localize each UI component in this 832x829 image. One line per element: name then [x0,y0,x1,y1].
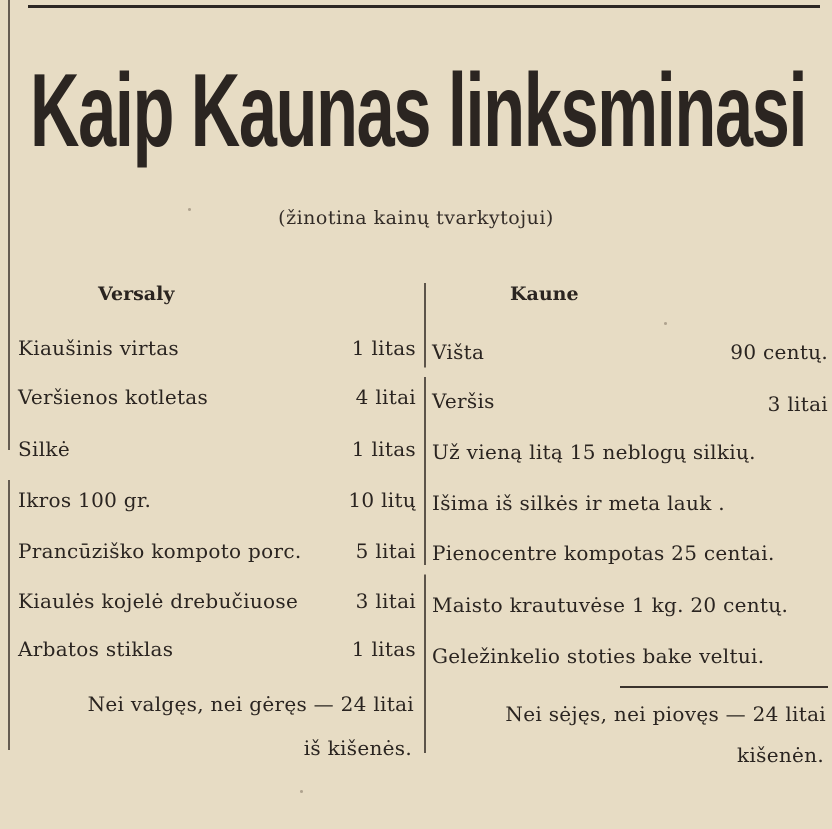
column-edge-line [8,0,10,750]
paper-speck [300,790,303,793]
top-rule [28,5,820,8]
right-total-line2: kišenėn. [737,743,824,767]
right-price: 3 litai [767,392,828,416]
left-item: Kiaulės kojelė drebučiuose [18,589,299,613]
left-item: Arbatos stiklas [18,637,174,661]
left-price: 1 litas [351,336,416,360]
total-rule [620,686,828,688]
left-item: Silkė [18,437,70,461]
left-item: Kiaušinis virtas [18,336,179,360]
headline: Kaip Kaunas linksminasi [30,53,807,169]
headline-container [30,36,820,186]
left-total-line1: Nei valgęs, nei gėręs — 24 litai [87,692,414,716]
left-price: 1 litas [351,637,416,661]
right-item: Maisto krautuvėse 1 kg. 20 centų. [432,593,789,617]
left-price: 5 litai [355,539,416,563]
right-item: Už vieną litą 15 neblogų silkių. [432,440,756,464]
right-column-heading: Kaune [510,283,579,305]
right-price: 90 centų. [730,340,828,364]
right-item: Višta [432,340,485,364]
left-price: 3 litai [355,589,416,613]
right-item: Veršis [432,389,495,413]
left-item: Prancūziško kompoto porc. [18,539,302,563]
left-item: Ikros 100 gr. [18,488,152,512]
left-price: 1 litas [351,437,416,461]
left-column-heading: Versaly [98,283,175,305]
paper-speck [188,208,191,211]
left-price: 4 litai [355,385,416,409]
paper-speck [664,322,667,325]
subtitle: (žinotina kainų tvarkytojui) [278,207,554,229]
left-item: Veršienos kotletas [18,385,209,409]
left-price: 10 litų [348,488,416,512]
left-total-line2: iš kišenės. [303,736,412,760]
column-divider [424,283,426,753]
right-total-line1: Nei sėjęs, nei piovęs — 24 litai [505,702,826,726]
right-item: Pienocentre kompotas 25 centai. [432,541,775,565]
right-item: Išima iš silkės ir meta lauk . [432,491,725,515]
right-item: Geležinkelio stoties bake veltui. [432,644,765,668]
